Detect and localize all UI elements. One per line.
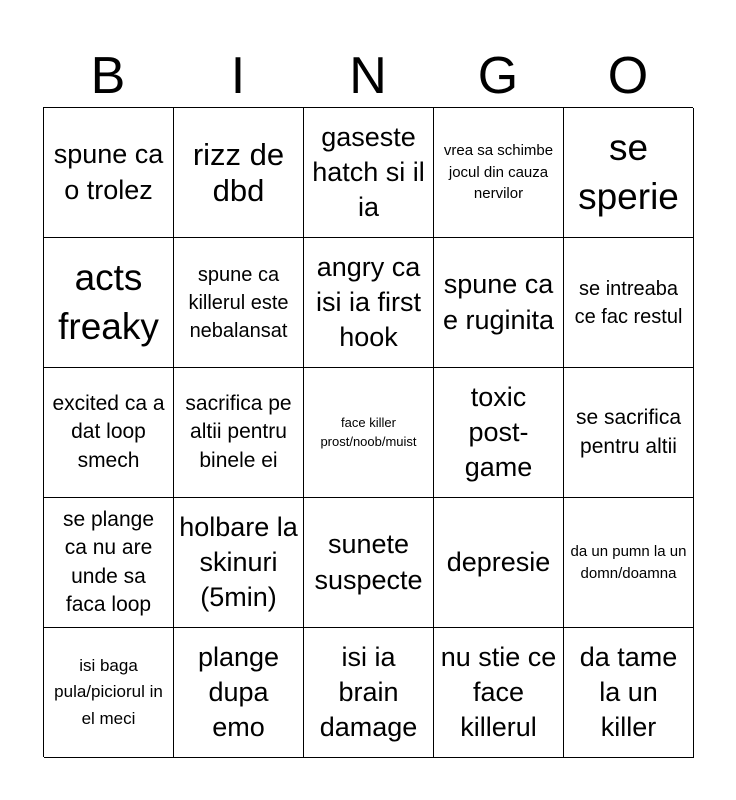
bingo-cell[interactable]: se intreaba ce fac restul [564, 238, 694, 368]
bingo-cell[interactable]: vrea sa schimbe jocul din cauza nervilor [434, 108, 564, 238]
bingo-cell[interactable]: face killer prost/noob/muist [304, 368, 434, 498]
bingo-cell[interactable]: spune ca e ruginita [434, 238, 564, 368]
bingo-cell[interactable]: isi ia brain damage [304, 628, 434, 758]
bingo-cell[interactable]: nu stie ce face killerul [434, 628, 564, 758]
bingo-cell[interactable]: se plange ca nu are unde sa faca loop [44, 498, 174, 628]
bingo-cell[interactable]: sunete suspecte [304, 498, 434, 628]
header-letter-n: N [349, 47, 387, 105]
header-letter-i: I [230, 47, 246, 105]
bingo-cell[interactable]: rizz de dbd [174, 108, 304, 238]
bingo-cell[interactable]: se sperie [564, 108, 694, 238]
bingo-cell[interactable]: holbare la skinuri (5min) [174, 498, 304, 628]
bingo-cell[interactable]: angry ca isi ia first hook [304, 238, 434, 368]
bingo-cell[interactable]: da tame la un killer [564, 628, 694, 758]
bingo-cell[interactable]: da un pumn la un domn/doamna [564, 498, 694, 628]
bingo-cell[interactable]: excited ca a dat loop smech [44, 368, 174, 498]
bingo-cell[interactable]: acts freaky [44, 238, 174, 368]
bingo-cell[interactable]: spune ca killerul este nebalansat [174, 238, 304, 368]
header-letter-g: G [477, 47, 519, 105]
bingo-grid [43, 107, 693, 757]
bingo-cell[interactable]: spune ca o trolez [44, 108, 174, 238]
bingo-header [43, 44, 693, 108]
bingo-cell[interactable]: toxic post-game [434, 368, 564, 498]
bingo-cell[interactable]: sacrifica pe altii pentru binele ei [174, 368, 304, 498]
bingo-cell[interactable]: gaseste hatch si il ia [304, 108, 434, 238]
bingo-cell[interactable]: isi baga pula/piciorul in el meci [44, 628, 174, 758]
bingo-cell[interactable]: plange dupa emo [174, 628, 304, 758]
bingo-cell[interactable]: se sacrifica pentru altii [564, 368, 694, 498]
header-letter-b: B [90, 47, 126, 105]
bingo-cell[interactable]: depresie [434, 498, 564, 628]
header-letter-o: O [607, 47, 649, 105]
